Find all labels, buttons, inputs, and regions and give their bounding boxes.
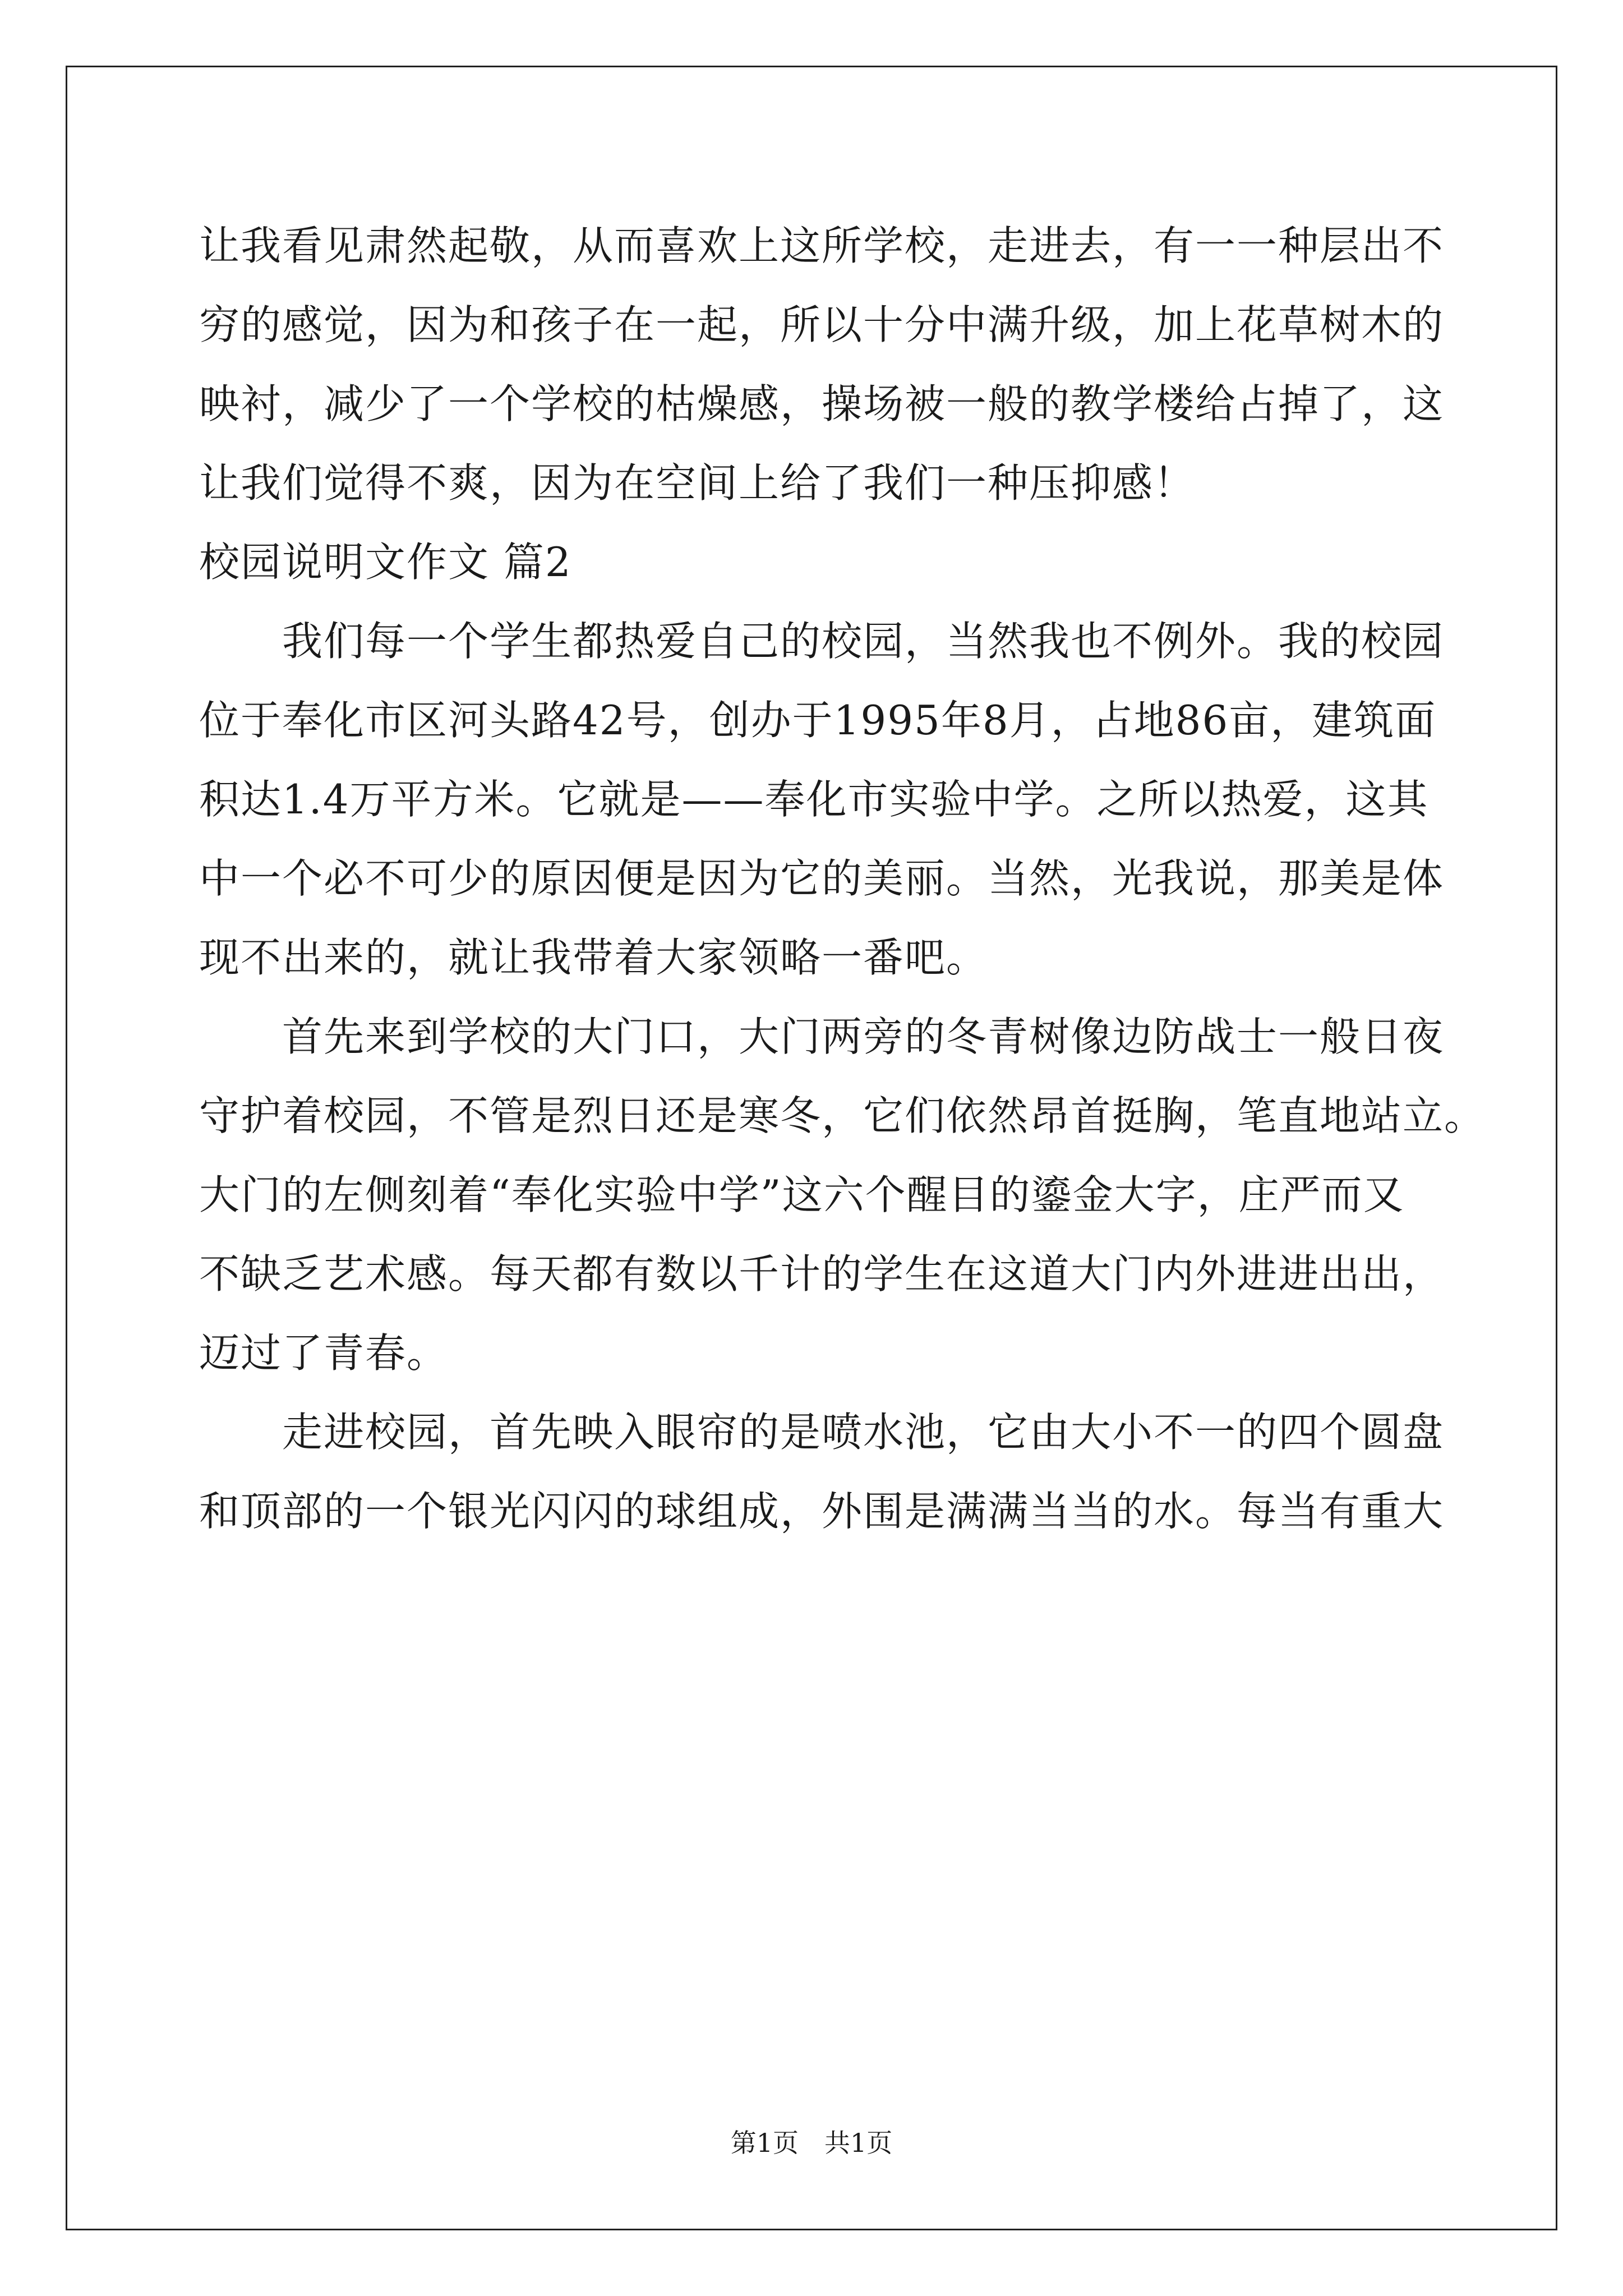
text-line: 位于奉化市区河头路42号，创办于1995年8月，占地86亩，建筑面 xyxy=(199,697,1437,744)
text-line: 映衬，减少了一个学校的枯燥感，操场被一般的教学楼给占掉了，这 xyxy=(199,380,1445,427)
text-line: 中一个必不可少的原因便是因为它的美丽。当然，光我说，那美是体 xyxy=(199,855,1445,902)
text-line: 首先来到学校的大门口，大门两旁的冬青树像边防战士一般日夜 xyxy=(199,1013,1445,1060)
text-line: 和顶部的一个银光闪闪的球组成，外围是满满当当的水。每当有重大 xyxy=(199,1488,1445,1535)
text-line: 不缺乏艺术感。每天都有数以千计的学生在这道大门内外进进出出， xyxy=(199,1250,1445,1297)
section-heading: 校园说明文作文 篇2 xyxy=(199,539,572,586)
text-line: 我们每一个学生都热爱自己的校园，当然我也不例外。我的校园 xyxy=(199,618,1445,665)
page-footer: 第1页 共1页 xyxy=(730,2128,893,2158)
text-line: 让我看见肃然起敬，从而喜欢上这所学校，走进去，有一一种层出不 xyxy=(199,222,1445,269)
text-line: 让我们觉得不爽，因为在空间上给了我们一种压抑感！ xyxy=(199,459,1196,507)
text-line: 积达1.4万平方米。它就是——奉化市实验中学。之所以热爱，这其 xyxy=(199,776,1429,823)
text-line: 大门的左侧刻着“奉化实验中学”这六个醒目的鎏金大字，庄严而又 xyxy=(199,1171,1405,1218)
text-line: 守护着校园，不管是烈日还是寒冬，它们依然昂首挺胸，笔直地站立。 xyxy=(199,1092,1486,1139)
text-line: 穷的感觉，因为和孩子在一起，所以十分中满升级，加上花草树木的 xyxy=(199,301,1445,348)
text-line: 走进校园，首先映入眼帘的是喷水池，它由大小不一的四个圆盘 xyxy=(199,1409,1445,1456)
text-line: 迈过了青春。 xyxy=(199,1329,449,1377)
text-line: 现不出来的，就让我带着大家领略一番吧。 xyxy=(199,934,988,981)
